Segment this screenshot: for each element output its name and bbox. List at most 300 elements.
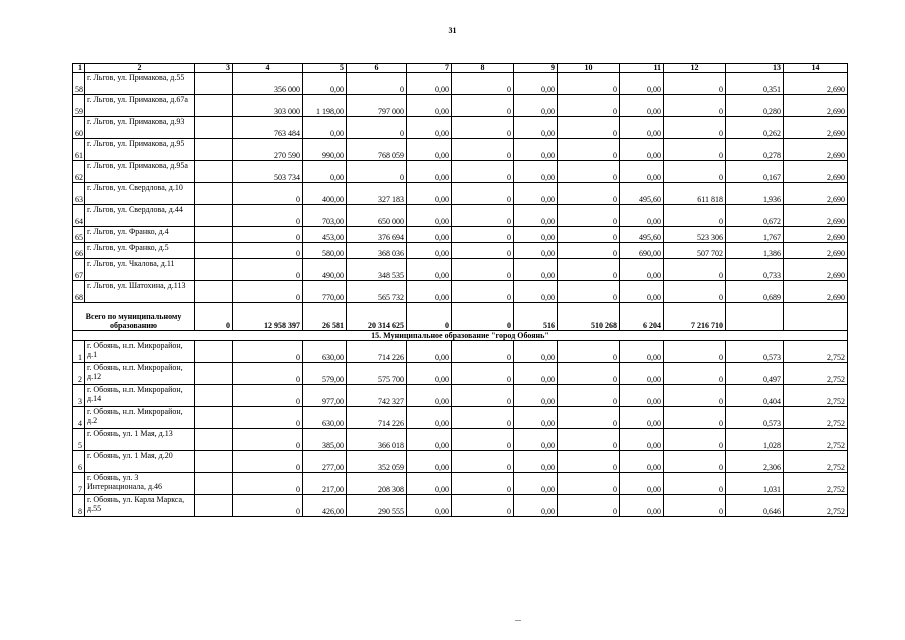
value-cell: 0 [452, 243, 514, 259]
table-row [73, 429, 848, 451]
value-cell: 977,00 [303, 385, 347, 407]
row-number: 64 [73, 205, 85, 227]
address-cell: г. Льгов, ул. Примакова, д.95 [85, 139, 195, 161]
column-header: 11 [620, 64, 664, 73]
value-cell: 0,00 [407, 495, 452, 517]
value-cell: 0 [558, 227, 620, 243]
value-cell: 0 [558, 495, 620, 517]
value-cell [195, 243, 233, 259]
value-cell: 366 018 [347, 429, 407, 451]
value-cell: 579,00 [303, 363, 347, 385]
value-cell: 0 [558, 341, 620, 363]
value-cell: 0,00 [407, 183, 452, 205]
value-cell [195, 341, 233, 363]
value-cell: 0 [664, 95, 726, 117]
value-cell: 0 [558, 117, 620, 139]
value-cell: 0,00 [620, 429, 664, 451]
column-header: 13 [726, 64, 784, 73]
value-cell: 0 [452, 495, 514, 517]
value-cell: 1,031 [726, 473, 784, 495]
value-cell: 1 198,00 [303, 95, 347, 117]
value-cell: 0,00 [514, 205, 558, 227]
value-cell: 0 [233, 259, 303, 281]
row-number: 61 [73, 139, 85, 161]
address-cell: г. Обоянь, н.п. Микрорайон, д.12 [85, 363, 195, 385]
value-cell: 0 [664, 117, 726, 139]
value-cell: 0,00 [407, 205, 452, 227]
value-cell: 0,00 [407, 117, 452, 139]
address-cell: г. Льгов, ул. Шатохина, д.113 [85, 281, 195, 303]
total-value-cell [726, 303, 784, 331]
row-number: 59 [73, 95, 85, 117]
value-cell: 426,00 [303, 495, 347, 517]
value-cell: 348 535 [347, 259, 407, 281]
section-title: 15. Муниципальное образование "город Обоянь" [73, 331, 848, 341]
value-cell: 0 [558, 473, 620, 495]
column-header: 7 [407, 64, 452, 73]
value-cell: 2,690 [784, 243, 848, 259]
value-cell: 0 [558, 95, 620, 117]
value-cell: 327 183 [347, 183, 407, 205]
value-cell: 503 734 [233, 161, 303, 183]
value-cell: 0 [347, 161, 407, 183]
value-cell: 990,00 [303, 139, 347, 161]
value-cell: 217,00 [303, 473, 347, 495]
value-cell: 0 [664, 385, 726, 407]
value-cell: 0 [452, 183, 514, 205]
value-cell [195, 451, 233, 473]
address-cell: г. Льгов, ул. Примакова, д.95а [85, 161, 195, 183]
value-cell: 0 [233, 407, 303, 429]
value-cell: 0,00 [407, 473, 452, 495]
value-cell: 0 [233, 183, 303, 205]
total-value-cell: 26 581 [303, 303, 347, 331]
value-cell: 0,00 [514, 451, 558, 473]
value-cell: 742 327 [347, 385, 407, 407]
value-cell: 0,00 [407, 259, 452, 281]
value-cell [195, 363, 233, 385]
value-cell: 0,00 [514, 95, 558, 117]
address-cell: г. Льгов, ул. Свердлова, д.10 [85, 183, 195, 205]
value-cell: 0,00 [407, 363, 452, 385]
column-header: 14 [784, 64, 848, 73]
value-cell: 0,00 [620, 495, 664, 517]
value-cell: 0 [558, 243, 620, 259]
value-cell: 0,00 [620, 385, 664, 407]
value-cell: 0 [452, 161, 514, 183]
value-cell: 352 059 [347, 451, 407, 473]
value-cell: 0,00 [620, 139, 664, 161]
value-cell: 0,00 [407, 227, 452, 243]
value-cell: 2,752 [784, 473, 848, 495]
value-cell [195, 429, 233, 451]
table-row [73, 73, 848, 95]
value-cell: 376 694 [347, 227, 407, 243]
value-cell [195, 473, 233, 495]
table-row [73, 451, 848, 473]
value-cell: 0,00 [407, 73, 452, 95]
address-cell: г. Льгов, ул. Чкалова, д.11 [85, 259, 195, 281]
column-header: 4 [233, 64, 303, 73]
value-cell: 2,752 [784, 363, 848, 385]
value-cell: 0,00 [407, 341, 452, 363]
table-row [73, 95, 848, 117]
value-cell: 0 [452, 281, 514, 303]
value-cell: 0 [452, 363, 514, 385]
total-value-cell: 7 216 710 [664, 303, 726, 331]
row-number: 67 [73, 259, 85, 281]
value-cell: 0,00 [620, 205, 664, 227]
value-cell: 0,00 [514, 385, 558, 407]
table-row [73, 495, 848, 517]
value-cell: 0 [558, 429, 620, 451]
value-cell: 0 [452, 205, 514, 227]
value-cell: 0 [233, 341, 303, 363]
value-cell: 495,60 [620, 227, 664, 243]
column-header: 2 [85, 64, 195, 73]
scan-mark [515, 620, 521, 621]
value-cell: 0,167 [726, 161, 784, 183]
value-cell: 0 [664, 407, 726, 429]
value-cell: 0,646 [726, 495, 784, 517]
section-row [73, 331, 848, 341]
value-cell: 2,690 [784, 183, 848, 205]
column-header: 12 [664, 64, 726, 73]
value-cell: 495,60 [620, 183, 664, 205]
value-cell: 0 [664, 161, 726, 183]
value-cell: 0 [452, 227, 514, 243]
address-cell: г. Льгов, ул. Свердлова, д.44 [85, 205, 195, 227]
value-cell: 0,00 [407, 385, 452, 407]
value-cell: 0 [558, 183, 620, 205]
page-number: 31 [448, 26, 457, 35]
table-row [73, 363, 848, 385]
value-cell: 0 [233, 429, 303, 451]
row-number: 5 [73, 429, 85, 451]
total-value-cell: 0 [452, 303, 514, 331]
address-cell: г. Обоянь, н.п. Микрорайон, д.1 [85, 341, 195, 363]
value-cell: 507 702 [664, 243, 726, 259]
value-cell: 2,752 [784, 451, 848, 473]
total-value-cell: 20 314 625 [347, 303, 407, 331]
total-value-cell: 0 [195, 303, 233, 331]
value-cell [195, 495, 233, 517]
value-cell: 0 [233, 473, 303, 495]
value-cell: 0,00 [514, 73, 558, 95]
value-cell: 0,00 [514, 227, 558, 243]
value-cell: 0,672 [726, 205, 784, 227]
table-row [73, 407, 848, 429]
value-cell: 2,752 [784, 341, 848, 363]
value-cell: 0,00 [407, 243, 452, 259]
address-cell: г. Обоянь, н.п. Микрорайон, д.14 [85, 385, 195, 407]
value-cell: 565 732 [347, 281, 407, 303]
value-cell: 0 [664, 205, 726, 227]
table-row [73, 243, 848, 259]
value-cell: 1,936 [726, 183, 784, 205]
row-number: 3 [73, 385, 85, 407]
value-cell: 2,306 [726, 451, 784, 473]
value-cell: 0 [664, 429, 726, 451]
total-value-cell [784, 303, 848, 331]
table-row [73, 259, 848, 281]
row-number: 6 [73, 451, 85, 473]
column-header: 1 [73, 64, 85, 73]
value-cell: 714 226 [347, 407, 407, 429]
row-number: 2 [73, 363, 85, 385]
value-cell: 0 [233, 495, 303, 517]
table-row [73, 117, 848, 139]
value-cell: 770,00 [303, 281, 347, 303]
table-row [73, 161, 848, 183]
value-cell: 270 590 [233, 139, 303, 161]
value-cell: 0 [558, 205, 620, 227]
value-cell: 630,00 [303, 407, 347, 429]
address-cell: г. Обоянь, ул. 3 Интернационала, д.46 [85, 473, 195, 495]
value-cell: 0,00 [620, 259, 664, 281]
value-cell: 0,00 [407, 451, 452, 473]
total-value-cell: 6 204 [620, 303, 664, 331]
total-label: Всего по муниципальному образованию [73, 303, 195, 331]
value-cell: 0,689 [726, 281, 784, 303]
value-cell: 0,00 [620, 407, 664, 429]
table-row [73, 473, 848, 495]
value-cell: 277,00 [303, 451, 347, 473]
value-cell: 0 [558, 161, 620, 183]
value-cell: 0 [664, 341, 726, 363]
value-cell [195, 385, 233, 407]
value-cell: 2,752 [784, 385, 848, 407]
value-cell: 453,00 [303, 227, 347, 243]
value-cell: 0 [233, 281, 303, 303]
value-cell: 400,00 [303, 183, 347, 205]
value-cell: 2,690 [784, 161, 848, 183]
value-cell: 0 [664, 473, 726, 495]
value-cell: 0 [452, 385, 514, 407]
value-cell: 1,767 [726, 227, 784, 243]
value-cell: 303 000 [233, 95, 303, 117]
column-header: 5 [303, 64, 347, 73]
value-cell: 0 [452, 407, 514, 429]
value-cell: 2,690 [784, 117, 848, 139]
value-cell: 714 226 [347, 341, 407, 363]
total-value-cell: 516 [514, 303, 558, 331]
value-cell: 0,00 [620, 281, 664, 303]
value-cell: 290 555 [347, 495, 407, 517]
value-cell: 703,00 [303, 205, 347, 227]
value-cell: 0,00 [514, 429, 558, 451]
value-cell: 2,752 [784, 429, 848, 451]
value-cell: 0 [558, 281, 620, 303]
value-cell: 208 308 [347, 473, 407, 495]
value-cell: 2,690 [784, 259, 848, 281]
value-cell: 0,00 [514, 363, 558, 385]
value-cell: 0,00 [407, 407, 452, 429]
value-cell: 0,278 [726, 139, 784, 161]
value-cell: 0 [233, 363, 303, 385]
table-row [73, 227, 848, 243]
value-cell: 0 [452, 341, 514, 363]
value-cell: 0,00 [514, 473, 558, 495]
value-cell: 0,00 [514, 139, 558, 161]
value-cell: 797 000 [347, 95, 407, 117]
value-cell: 0,00 [620, 73, 664, 95]
value-cell: 2,690 [784, 95, 848, 117]
address-cell: г. Льгов, ул. Франко, д.5 [85, 243, 195, 259]
value-cell: 0,00 [303, 117, 347, 139]
table-row [73, 139, 848, 161]
value-cell: 368 036 [347, 243, 407, 259]
value-cell: 0,00 [514, 161, 558, 183]
value-cell: 0 [452, 95, 514, 117]
value-cell: 630,00 [303, 341, 347, 363]
value-cell: 0,00 [407, 139, 452, 161]
value-cell: 0 [558, 451, 620, 473]
value-cell: 0 [452, 73, 514, 95]
value-cell: 0 [452, 473, 514, 495]
column-header: 9 [514, 64, 558, 73]
value-cell: 0 [233, 205, 303, 227]
value-cell: 0 [233, 385, 303, 407]
value-cell [195, 117, 233, 139]
value-cell: 0 [452, 117, 514, 139]
column-header: 10 [558, 64, 620, 73]
row-number: 7 [73, 473, 85, 495]
row-number: 8 [73, 495, 85, 517]
value-cell: 0,00 [514, 281, 558, 303]
value-cell: 2,690 [784, 281, 848, 303]
value-cell: 0 [233, 243, 303, 259]
table-row [73, 341, 848, 363]
value-cell: 0,00 [620, 363, 664, 385]
table-row [73, 183, 848, 205]
value-cell: 523 306 [664, 227, 726, 243]
value-cell: 0,262 [726, 117, 784, 139]
value-cell: 690,00 [620, 243, 664, 259]
value-cell: 0,00 [407, 429, 452, 451]
value-cell: 0 [558, 139, 620, 161]
value-cell: 0,00 [514, 495, 558, 517]
value-cell [195, 281, 233, 303]
value-cell: 611 818 [664, 183, 726, 205]
value-cell: 0 [664, 495, 726, 517]
value-cell [195, 407, 233, 429]
value-cell: 0 [664, 139, 726, 161]
value-cell [195, 227, 233, 243]
value-cell [195, 95, 233, 117]
address-cell: г. Обоянь, н.п. Микрорайон, д.2 [85, 407, 195, 429]
value-cell: 0 [664, 259, 726, 281]
value-cell: 0 [558, 73, 620, 95]
value-cell: 0,00 [303, 161, 347, 183]
column-number-row [73, 64, 848, 73]
row-number: 1 [73, 341, 85, 363]
value-cell: 0 [558, 259, 620, 281]
value-cell: 1,028 [726, 429, 784, 451]
table-row [73, 205, 848, 227]
total-value-cell: 12 958 397 [233, 303, 303, 331]
value-cell [195, 259, 233, 281]
row-number: 63 [73, 183, 85, 205]
value-cell: 0,00 [514, 407, 558, 429]
value-cell: 575 700 [347, 363, 407, 385]
address-cell: г. Обоянь, ул. 1 Мая, д.13 [85, 429, 195, 451]
value-cell: 0,00 [407, 281, 452, 303]
value-cell: 0 [558, 407, 620, 429]
value-cell: 0,00 [620, 161, 664, 183]
column-header: 8 [452, 64, 514, 73]
value-cell: 0 [452, 429, 514, 451]
value-cell: 0,00 [514, 341, 558, 363]
value-cell: 0,00 [514, 243, 558, 259]
value-cell: 0 [347, 73, 407, 95]
value-cell: 2,690 [784, 139, 848, 161]
value-cell: 0 [347, 117, 407, 139]
value-cell [195, 139, 233, 161]
value-cell [195, 183, 233, 205]
value-cell: 0,00 [514, 259, 558, 281]
value-cell: 0,00 [407, 161, 452, 183]
value-cell: 2,690 [784, 73, 848, 95]
value-cell [195, 73, 233, 95]
value-cell: 0 [452, 451, 514, 473]
value-cell: 0 [664, 451, 726, 473]
row-number: 68 [73, 281, 85, 303]
value-cell: 385,00 [303, 429, 347, 451]
value-cell: 0,00 [514, 183, 558, 205]
value-cell: 0 [664, 363, 726, 385]
total-value-cell: 0 [407, 303, 452, 331]
address-cell: г. Льгов, ул. Примакова, д.93 [85, 117, 195, 139]
value-cell: 0 [233, 227, 303, 243]
value-cell: 0 [452, 259, 514, 281]
value-cell: 2,752 [784, 495, 848, 517]
row-number: 60 [73, 117, 85, 139]
row-number: 66 [73, 243, 85, 259]
total-row [73, 303, 848, 331]
value-cell: 0 [664, 281, 726, 303]
table-row [73, 385, 848, 407]
value-cell: 0 [664, 73, 726, 95]
value-cell [195, 205, 233, 227]
value-cell: 0,280 [726, 95, 784, 117]
address-cell: г. Льгов, ул. Примакова, д.67а [85, 95, 195, 117]
row-number: 58 [73, 73, 85, 95]
value-cell: 0,00 [303, 73, 347, 95]
total-value-cell: 510 268 [558, 303, 620, 331]
value-cell: 580,00 [303, 243, 347, 259]
value-cell: 0 [558, 363, 620, 385]
value-cell: 0,351 [726, 73, 784, 95]
value-cell: 2,752 [784, 407, 848, 429]
value-cell: 490,00 [303, 259, 347, 281]
value-cell: 0,573 [726, 341, 784, 363]
column-header: 3 [195, 64, 233, 73]
value-cell: 650 000 [347, 205, 407, 227]
value-cell: 0,404 [726, 385, 784, 407]
data-table [72, 63, 848, 517]
address-cell: г. Обоянь, ул. 1 Мая, д.20 [85, 451, 195, 473]
row-number: 65 [73, 227, 85, 243]
value-cell: 0,00 [620, 473, 664, 495]
value-cell: 1,386 [726, 243, 784, 259]
value-cell: 0 [233, 451, 303, 473]
value-cell: 0,497 [726, 363, 784, 385]
value-cell: 0,573 [726, 407, 784, 429]
value-cell: 0,00 [620, 95, 664, 117]
address-cell: г. Льгов, ул. Франко, д.4 [85, 227, 195, 243]
value-cell: 0 [558, 385, 620, 407]
